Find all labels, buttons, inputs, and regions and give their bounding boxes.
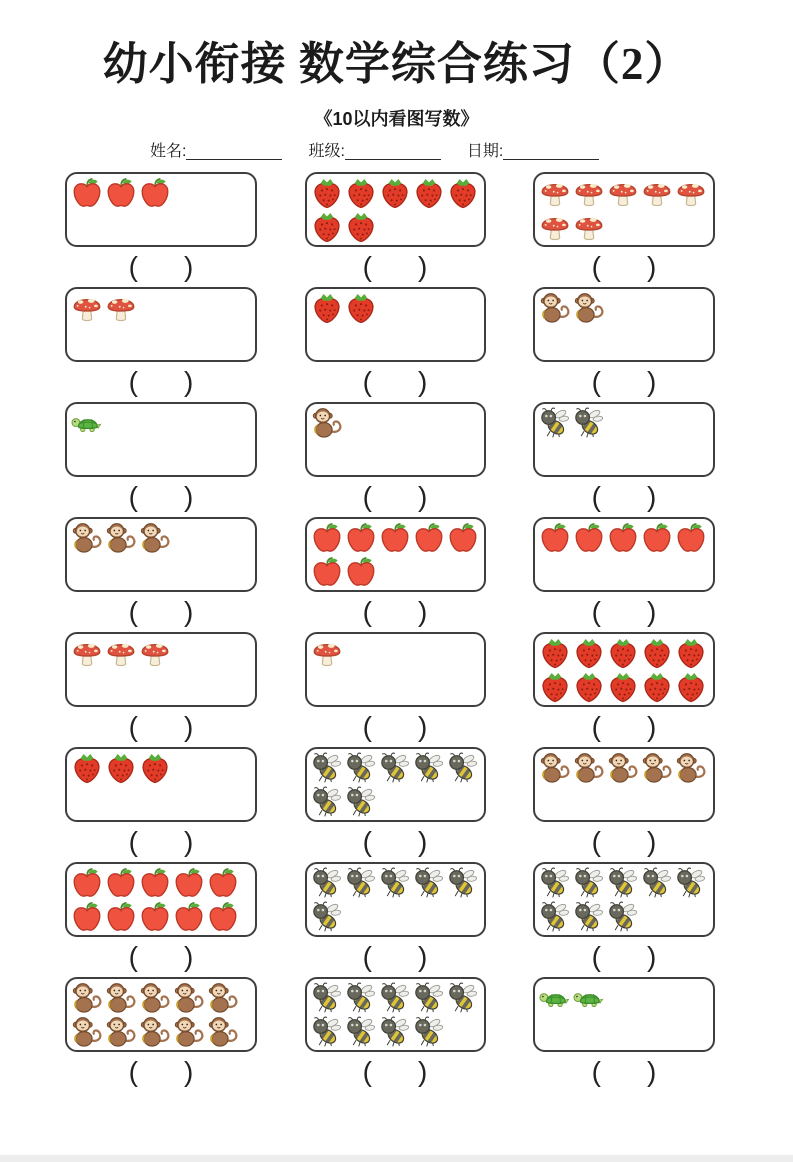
paren-open: ( bbox=[362, 826, 372, 858]
count-box bbox=[65, 862, 257, 937]
count-box bbox=[533, 287, 715, 362]
count-box bbox=[65, 632, 257, 707]
paren-open: ( bbox=[362, 481, 372, 513]
paren-close: ) bbox=[647, 1056, 657, 1088]
info-fields bbox=[150, 143, 793, 161]
bee-icon bbox=[344, 751, 378, 785]
paren-open: ( bbox=[591, 366, 601, 398]
paren-close: ) bbox=[184, 596, 194, 628]
monkey-icon bbox=[138, 981, 172, 1015]
name-label: 姓名: bbox=[150, 142, 187, 160]
exercise-cell bbox=[65, 287, 257, 402]
exercise-cell bbox=[533, 977, 715, 1092]
answer-area[interactable] bbox=[305, 477, 486, 517]
paren-open: ( bbox=[128, 366, 138, 398]
apple-icon bbox=[538, 521, 572, 555]
count-box bbox=[65, 747, 257, 822]
strawberry-icon bbox=[344, 210, 378, 244]
mushroom-icon bbox=[70, 291, 104, 325]
paren-close: ) bbox=[647, 711, 657, 743]
paren-open: ( bbox=[591, 1056, 601, 1088]
answer-area[interactable] bbox=[533, 822, 715, 862]
bee-icon bbox=[344, 981, 378, 1015]
bee-icon bbox=[310, 866, 344, 900]
mushroom-icon bbox=[104, 291, 138, 325]
bee-icon bbox=[378, 866, 412, 900]
paren-close: ) bbox=[184, 826, 194, 858]
bee-icon bbox=[538, 900, 572, 934]
count-box bbox=[305, 172, 486, 247]
bee-icon bbox=[446, 981, 480, 1015]
paren-close: ) bbox=[647, 826, 657, 858]
turtle-icon bbox=[572, 981, 606, 1015]
monkey-icon bbox=[606, 751, 640, 785]
strawberry-icon bbox=[310, 176, 344, 210]
bee-icon bbox=[310, 1015, 344, 1049]
mushroom-icon bbox=[70, 636, 104, 670]
strawberry-icon bbox=[344, 291, 378, 325]
count-box bbox=[65, 977, 257, 1052]
name-field bbox=[150, 143, 282, 161]
apple-icon bbox=[138, 176, 172, 210]
apple-icon bbox=[378, 521, 412, 555]
mushroom-icon bbox=[538, 210, 572, 244]
exercise-cell bbox=[533, 402, 715, 517]
paren-open: ( bbox=[128, 826, 138, 858]
apple-icon bbox=[104, 866, 138, 900]
mushroom-icon bbox=[606, 176, 640, 210]
monkey-icon bbox=[104, 981, 138, 1015]
mushroom-icon bbox=[310, 636, 344, 670]
paren-close: ) bbox=[418, 1056, 428, 1088]
monkey-icon bbox=[70, 521, 104, 555]
turtle-icon bbox=[70, 406, 104, 440]
paren-close: ) bbox=[418, 941, 428, 973]
monkey-icon bbox=[640, 751, 674, 785]
answer-area[interactable] bbox=[533, 592, 715, 632]
exercise-cell bbox=[305, 977, 486, 1092]
monkey-icon bbox=[572, 291, 606, 325]
class-label: 班级: bbox=[308, 142, 345, 160]
mushroom-icon bbox=[104, 636, 138, 670]
exercise-cell bbox=[533, 517, 715, 632]
monkey-icon bbox=[138, 1015, 172, 1049]
count-box bbox=[533, 747, 715, 822]
bottom-edge-bar bbox=[0, 1155, 793, 1162]
apple-icon bbox=[138, 866, 172, 900]
strawberry-icon bbox=[446, 176, 480, 210]
count-box bbox=[305, 862, 486, 937]
bee-icon bbox=[572, 866, 606, 900]
apple-icon bbox=[446, 521, 480, 555]
bee-icon bbox=[310, 981, 344, 1015]
mushroom-icon bbox=[674, 176, 708, 210]
mushroom-icon bbox=[538, 176, 572, 210]
apple-icon bbox=[310, 521, 344, 555]
answer-area[interactable] bbox=[65, 707, 257, 747]
paren-open: ( bbox=[128, 1056, 138, 1088]
page-title: 幼小衔接 数学综合练习（2） bbox=[102, 39, 691, 89]
bee-icon bbox=[572, 406, 606, 440]
paren-close: ) bbox=[184, 711, 194, 743]
paren-open: ( bbox=[362, 941, 372, 973]
bee-icon bbox=[412, 866, 446, 900]
answer-area[interactable] bbox=[65, 477, 257, 517]
apple-icon bbox=[206, 866, 240, 900]
mushroom-icon bbox=[138, 636, 172, 670]
bee-icon bbox=[344, 1015, 378, 1049]
exercise-cell bbox=[65, 977, 257, 1092]
exercise-cell bbox=[65, 632, 257, 747]
date-blank-line[interactable] bbox=[503, 144, 599, 160]
count-box bbox=[305, 632, 486, 707]
apple-icon bbox=[572, 521, 606, 555]
strawberry-icon bbox=[70, 751, 104, 785]
monkey-icon bbox=[538, 291, 572, 325]
apple-icon bbox=[412, 521, 446, 555]
mushroom-icon bbox=[572, 210, 606, 244]
worksheet-grid bbox=[65, 172, 715, 1092]
paren-open: ( bbox=[128, 481, 138, 513]
class-field bbox=[308, 143, 440, 161]
answer-area[interactable] bbox=[533, 362, 715, 402]
answer-area[interactable] bbox=[65, 362, 257, 402]
bee-icon bbox=[378, 1015, 412, 1049]
strawberry-icon bbox=[572, 670, 606, 704]
strawberry-icon bbox=[640, 670, 674, 704]
count-box bbox=[305, 517, 486, 592]
paren-open: ( bbox=[362, 1056, 372, 1088]
monkey-icon bbox=[206, 981, 240, 1015]
strawberry-icon bbox=[606, 636, 640, 670]
exercise-cell bbox=[305, 172, 486, 287]
count-box bbox=[305, 287, 486, 362]
answer-area[interactable] bbox=[65, 592, 257, 632]
strawberry-icon bbox=[572, 636, 606, 670]
strawberry-icon bbox=[538, 636, 572, 670]
paren-close: ) bbox=[418, 251, 428, 283]
worksheet-page bbox=[0, 40, 793, 1162]
date-label: 日期: bbox=[466, 142, 504, 160]
bee-icon bbox=[538, 406, 572, 440]
count-box bbox=[533, 402, 715, 477]
paren-open: ( bbox=[128, 941, 138, 973]
count-box bbox=[65, 172, 257, 247]
exercise-cell bbox=[533, 632, 715, 747]
paren-open: ( bbox=[591, 711, 601, 743]
name-blank-line[interactable] bbox=[186, 144, 282, 160]
answer-area[interactable] bbox=[65, 247, 257, 287]
exercise-cell bbox=[305, 287, 486, 402]
strawberry-icon bbox=[344, 176, 378, 210]
apple-icon bbox=[138, 900, 172, 934]
strawberry-icon bbox=[138, 751, 172, 785]
exercise-cell bbox=[65, 517, 257, 632]
count-box bbox=[533, 517, 715, 592]
paren-close: ) bbox=[418, 366, 428, 398]
bee-icon bbox=[538, 866, 572, 900]
bee-icon bbox=[446, 751, 480, 785]
paren-close: ) bbox=[184, 366, 194, 398]
paren-close: ) bbox=[418, 711, 428, 743]
bee-icon bbox=[606, 900, 640, 934]
paren-open: ( bbox=[591, 596, 601, 628]
exercise-cell bbox=[305, 517, 486, 632]
paren-close: ) bbox=[418, 826, 428, 858]
monkey-icon bbox=[172, 1015, 206, 1049]
bee-icon bbox=[378, 981, 412, 1015]
paren-close: ) bbox=[647, 251, 657, 283]
paren-open: ( bbox=[591, 826, 601, 858]
answer-area[interactable] bbox=[533, 477, 715, 517]
paren-open: ( bbox=[591, 481, 601, 513]
apple-icon bbox=[70, 900, 104, 934]
strawberry-icon bbox=[378, 176, 412, 210]
count-box bbox=[305, 402, 486, 477]
apple-icon bbox=[104, 900, 138, 934]
paren-close: ) bbox=[184, 251, 194, 283]
exercise-cell bbox=[65, 747, 257, 862]
exercise-cell bbox=[305, 402, 486, 517]
strawberry-icon bbox=[606, 670, 640, 704]
apple-icon bbox=[640, 521, 674, 555]
paren-open: ( bbox=[128, 596, 138, 628]
bee-icon bbox=[310, 900, 344, 934]
apple-icon bbox=[70, 176, 104, 210]
mushroom-icon bbox=[572, 176, 606, 210]
answer-area[interactable] bbox=[305, 247, 486, 287]
paren-open: ( bbox=[128, 711, 138, 743]
answer-area[interactable] bbox=[305, 937, 486, 977]
answer-area[interactable] bbox=[533, 707, 715, 747]
answer-area[interactable] bbox=[305, 362, 486, 402]
paren-close: ) bbox=[184, 941, 194, 973]
exercise-cell bbox=[533, 862, 715, 977]
paren-close: ) bbox=[418, 481, 428, 513]
apple-icon bbox=[344, 555, 378, 589]
apple-icon bbox=[310, 555, 344, 589]
exercise-cell bbox=[305, 862, 486, 977]
exercise-cell bbox=[305, 632, 486, 747]
strawberry-icon bbox=[674, 636, 708, 670]
paren-open: ( bbox=[362, 251, 372, 283]
count-box bbox=[65, 402, 257, 477]
class-blank-line[interactable] bbox=[345, 144, 441, 160]
exercise-cell bbox=[65, 862, 257, 977]
apple-icon bbox=[104, 176, 138, 210]
answer-area[interactable] bbox=[305, 707, 486, 747]
bee-icon bbox=[412, 1015, 446, 1049]
bee-icon bbox=[446, 866, 480, 900]
count-box bbox=[65, 287, 257, 362]
monkey-icon bbox=[674, 751, 708, 785]
worksheet-subtitle: 《10以内看图写数》 bbox=[314, 108, 479, 129]
exercise-cell bbox=[65, 172, 257, 287]
count-box bbox=[65, 517, 257, 592]
monkey-icon bbox=[310, 406, 344, 440]
count-box bbox=[533, 632, 715, 707]
strawberry-icon bbox=[674, 670, 708, 704]
answer-area[interactable] bbox=[533, 937, 715, 977]
monkey-icon bbox=[104, 1015, 138, 1049]
paren-close: ) bbox=[647, 941, 657, 973]
strawberry-icon bbox=[538, 670, 572, 704]
paren-close: ) bbox=[184, 1056, 194, 1088]
monkey-icon bbox=[572, 751, 606, 785]
paren-open: ( bbox=[591, 941, 601, 973]
apple-icon bbox=[206, 900, 240, 934]
monkey-icon bbox=[70, 1015, 104, 1049]
answer-area[interactable] bbox=[305, 822, 486, 862]
monkey-icon bbox=[172, 981, 206, 1015]
bee-icon bbox=[640, 866, 674, 900]
strawberry-icon bbox=[640, 636, 674, 670]
apple-icon bbox=[70, 866, 104, 900]
count-box bbox=[305, 747, 486, 822]
monkey-icon bbox=[538, 751, 572, 785]
apple-icon bbox=[674, 521, 708, 555]
paren-open: ( bbox=[362, 366, 372, 398]
paren-open: ( bbox=[362, 711, 372, 743]
strawberry-icon bbox=[412, 176, 446, 210]
mushroom-icon bbox=[640, 176, 674, 210]
exercise-cell bbox=[533, 287, 715, 402]
paren-close: ) bbox=[647, 481, 657, 513]
apple-icon bbox=[172, 900, 206, 934]
exercise-cell bbox=[305, 747, 486, 862]
answer-area[interactable] bbox=[65, 822, 257, 862]
count-box bbox=[533, 172, 715, 247]
exercise-cell bbox=[533, 747, 715, 862]
paren-close: ) bbox=[418, 596, 428, 628]
answer-area[interactable] bbox=[533, 1052, 715, 1092]
strawberry-icon bbox=[310, 210, 344, 244]
answer-area[interactable] bbox=[65, 937, 257, 977]
bee-icon bbox=[412, 751, 446, 785]
date-field bbox=[467, 143, 599, 161]
paren-close: ) bbox=[647, 366, 657, 398]
monkey-icon bbox=[104, 521, 138, 555]
monkey-icon bbox=[206, 1015, 240, 1049]
monkey-icon bbox=[70, 981, 104, 1015]
paren-open: ( bbox=[128, 251, 138, 283]
apple-icon bbox=[344, 521, 378, 555]
paren-close: ) bbox=[647, 596, 657, 628]
bee-icon bbox=[310, 751, 344, 785]
bee-icon bbox=[572, 900, 606, 934]
strawberry-icon bbox=[104, 751, 138, 785]
answer-area[interactable] bbox=[305, 1052, 486, 1092]
bee-icon bbox=[344, 866, 378, 900]
paren-open: ( bbox=[362, 596, 372, 628]
turtle-icon bbox=[538, 981, 572, 1015]
answer-area[interactable] bbox=[65, 1052, 257, 1092]
answer-area[interactable] bbox=[533, 247, 715, 287]
bee-icon bbox=[606, 866, 640, 900]
count-box bbox=[533, 862, 715, 937]
paren-open: ( bbox=[591, 251, 601, 283]
bee-icon bbox=[344, 785, 378, 819]
monkey-icon bbox=[138, 521, 172, 555]
exercise-cell bbox=[533, 172, 715, 287]
strawberry-icon bbox=[310, 291, 344, 325]
bee-icon bbox=[674, 866, 708, 900]
exercise-cell bbox=[65, 402, 257, 517]
count-box bbox=[533, 977, 715, 1052]
bee-icon bbox=[378, 751, 412, 785]
apple-icon bbox=[172, 866, 206, 900]
bee-icon bbox=[310, 785, 344, 819]
apple-icon bbox=[606, 521, 640, 555]
paren-close: ) bbox=[184, 481, 194, 513]
bee-icon bbox=[412, 981, 446, 1015]
answer-area[interactable] bbox=[305, 592, 486, 632]
count-box bbox=[305, 977, 486, 1052]
